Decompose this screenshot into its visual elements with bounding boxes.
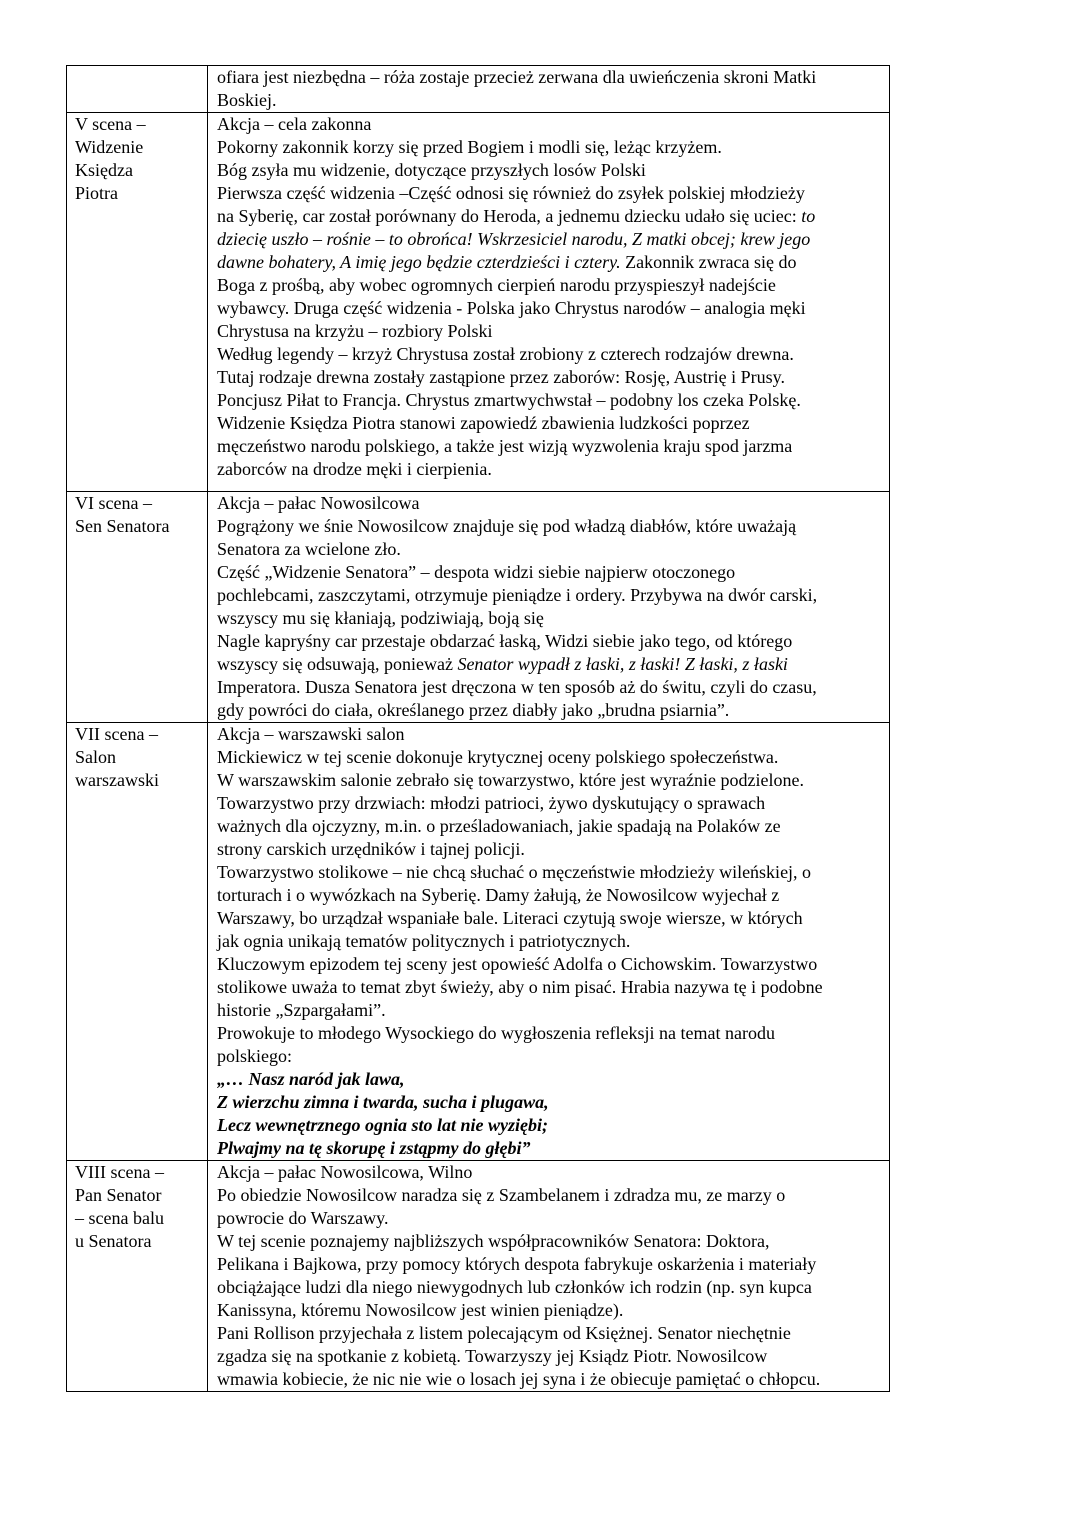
description-line (217, 676, 885, 699)
scene-title-line: VI scena – (75, 493, 152, 513)
scene-description-cell (208, 492, 890, 723)
text-segment: Pokorny zakonnik korzy się przed Bogiem i modli się, leżąc krzyżem. (217, 137, 722, 157)
text-segment: Imperatora. Dusza Senatora jest dręczona w ten sposób aż do świtu, czyli do czasu, (217, 677, 817, 697)
text-segment: Nagle kapryśny car przestaje obdarzać łaską, Widzi siebie jako tego, od którego (217, 631, 793, 651)
text-segment: wmawia kobiecie, że nic nie wie o losach jej syna i że obiecuje pamiętać o chłopcu. (217, 1369, 821, 1389)
scene-title-cell (67, 113, 208, 492)
description-line (217, 228, 885, 251)
scene-description-cell (208, 1161, 890, 1392)
description-line (217, 1184, 885, 1207)
text-segment: pochlebcami, zaszczytami, otrzymuje pieniądze i ordery. Przybywa na dwór carski, (217, 585, 818, 605)
description-line (217, 343, 885, 366)
text-segment: Pani Rollison przyjechała z listem polecającym od Księżnej. Senator niechętnie (217, 1323, 791, 1343)
scene-title-line: Sen Senatora (75, 516, 170, 536)
text-segment: Widzenie Księdza Piotra stanowi zapowiedź zbawienia ludzkości poprzez (217, 413, 750, 433)
description-line (217, 1345, 885, 1368)
description-line (217, 723, 885, 746)
text-segment: wybawcy. Druga część widzenia - Polska jako Chrystus narodów – analogia męki (217, 298, 806, 318)
description-line (217, 976, 885, 999)
scene-title-line: Księdza (75, 160, 133, 180)
scene-row (67, 1161, 890, 1392)
description-line (217, 297, 885, 320)
text-segment: Senator wypadł z łaski, z łaski! Z łaski, z łaski (457, 654, 788, 674)
description-line (217, 815, 885, 838)
scene-title-line: Piotra (75, 183, 118, 203)
description-line (217, 953, 885, 976)
scene-description-cell (208, 723, 890, 1161)
description-line (217, 630, 885, 653)
description-line (217, 930, 885, 953)
text-segment: Lecz wewnętrznego ognia sto lat nie wyziębi; (217, 1115, 548, 1135)
description-line (217, 1022, 885, 1045)
description-line (217, 1045, 885, 1068)
description-line (217, 561, 885, 584)
text-segment: stolikowe uważa to temat zbyt świeży, aby o nim pisać. Hrabia nazywa tę i podobne (217, 977, 823, 997)
description-line (217, 1091, 885, 1114)
scene-title-line: – scena balu (75, 1208, 164, 1228)
description-line (217, 907, 885, 930)
description-line (217, 1161, 885, 1184)
description-line (217, 205, 885, 228)
text-segment: W tej scenie poznajemy najbliższych współpracowników Senatora: Doktora, (217, 1231, 770, 1251)
scene-title-cell (67, 66, 208, 113)
text-segment: Akcja – warszawski salon (217, 724, 405, 744)
scene-title-line: warszawski (75, 770, 159, 790)
description-line (217, 746, 885, 769)
description-line (217, 607, 885, 630)
text-segment: dawne bohatery, A imię jego będzie czterdzieści i cztery. (217, 252, 621, 272)
text-segment: powrocie do Warszawy. (217, 1208, 389, 1228)
description-line (217, 515, 885, 538)
description-line (217, 838, 885, 861)
text-segment: ważnych dla ojczyzny, m.in. o prześladowaniach, jakie spadają na Polaków ze (217, 816, 781, 836)
description-line (217, 1068, 885, 1091)
scene-title-line: u Senatora (75, 1231, 152, 1251)
scene-row (67, 66, 890, 113)
text-segment: Tutaj rodzaje drewna zostały zastąpione przez zaborów: Rosję, Austrię i Prusy. (217, 367, 786, 387)
description-line (217, 1276, 885, 1299)
description-line (217, 1299, 885, 1322)
text-segment: Boskiej. (217, 90, 277, 110)
scene-title-cell (67, 492, 208, 723)
text-segment: obciążające ludzi dla niego niewygodnych lub członków ich rodzin (np. syn kupca (217, 1277, 812, 1297)
description-line (217, 1230, 885, 1253)
description-line (217, 584, 885, 607)
scene-title-line: Pan Senator (75, 1185, 162, 1205)
scene-description-cell (208, 113, 890, 492)
description-line (217, 251, 885, 274)
text-segment: jak ognia unikają tematów politycznych i patriotycznych. (217, 931, 631, 951)
text-segment: Kluczowym epizodem tej sceny jest opowieść Adolfa o Cichowskim. Towarzystwo (217, 954, 818, 974)
scene-row (67, 492, 890, 723)
text-segment: Pelikana i Bajkowa, przy pomocy których despota fabrykuje oskarżenia i materiały (217, 1254, 817, 1274)
description-line (217, 861, 885, 884)
text-segment: Plwajmy na tę skorupę i zstąpmy do głębi” (217, 1138, 531, 1158)
description-line (217, 320, 885, 343)
text-segment: „… Nasz naród jak lawa, (217, 1069, 405, 1089)
description-line (217, 412, 885, 435)
text-segment: W warszawskim salonie zebrało się towarzystwo, które jest wyraźnie podzielone. (217, 770, 804, 790)
scene-title-line: V scena – (75, 114, 146, 134)
text-segment: Prowokuje to młodego Wysockiego do wygłoszenia refleksji na temat narodu (217, 1023, 775, 1043)
description-line (217, 1322, 885, 1345)
description-line (217, 182, 885, 205)
text-segment: Pogrążony we śnie Nowosilcow znajduje się pod władzą diabłów, które uważają (217, 516, 797, 536)
scene-table-body (67, 66, 890, 1392)
text-segment: Senatora za wcielone zło. (217, 539, 401, 559)
scene-title-cell (67, 723, 208, 1161)
text-segment: na Syberię, car został porównany do Heroda, a jednemu dziecku udało się uciec: (217, 206, 802, 226)
scene-description-cell (208, 66, 890, 113)
description-line (217, 999, 885, 1022)
scene-table (66, 65, 890, 1392)
text-segment: Poncjusz Piłat to Francja. Chrystus zmartwychwstał – podobny los czeka Polskę. (217, 390, 801, 410)
text-segment: Towarzystwo przy drzwiach: młodzi patrioci, żywo dyskutujący o sprawach (217, 793, 766, 813)
text-segment: Towarzystwo stolikowe – nie chcą słuchać o męczeństwie młodzieży wileńskiej, o (217, 862, 812, 882)
description-line (217, 435, 885, 458)
scene-title-line: VII scena – (75, 724, 158, 744)
description-line (217, 89, 885, 112)
description-line (217, 1207, 885, 1230)
text-segment: wszyscy mu się kłaniają, podziwiają, boją się (217, 608, 544, 628)
description-line (217, 113, 885, 136)
description-line (217, 769, 885, 792)
text-segment: męczeństwo narodu polskiego, a także jest wizją wyzwolenia kraju spod jarzma (217, 436, 793, 456)
text-segment: Akcja – pałac Nowosilcowa (217, 493, 420, 513)
text-segment: Boga z prośbą, aby wobec ogromnych cierpień narodu przyspieszył nadejście (217, 275, 776, 295)
text-segment: Bóg zsyła mu widzenie, dotyczące przyszłych losów Polski (217, 160, 646, 180)
text-segment: torturach i o wywózkach na Syberię. Damy żałują, że Nowosilcow wyjechał z (217, 885, 780, 905)
description-line (217, 159, 885, 182)
description-line (217, 66, 885, 89)
description-line (217, 538, 885, 561)
description-line (217, 458, 885, 481)
text-segment: Po obiedzie Nowosilcow naradza się z Szambelanem i zdradza mu, ze marzy o (217, 1185, 786, 1205)
scene-row (67, 113, 890, 492)
scene-title-line: Salon (75, 747, 117, 767)
description-line (217, 1253, 885, 1276)
text-segment: Z wierzchu zimna i twarda, sucha i plugawa, (217, 1092, 549, 1112)
text-segment: Warszawy, bo urządzał wspaniałe bale. Literaci czytują swoje wiersze, w których (217, 908, 803, 928)
scene-title-cell (67, 1161, 208, 1392)
text-segment: gdy powróci do ciała, określanego przez diabły jako „brudna psiarnia”. (217, 700, 730, 720)
text-segment: Kanissyna, któremu Nowosilcow jest winien pieniądze). (217, 1300, 624, 1320)
description-line (217, 492, 885, 515)
text-segment: Pierwsza część widzenia –Część odnosi się również do zsyłek polskiej młodzieży (217, 183, 805, 203)
text-segment: Zakonnik zwraca się do (620, 252, 797, 272)
description-line (217, 389, 885, 412)
description-line (217, 1137, 885, 1160)
text-segment: zgadza się na spotkanie z kobietą. Towarzyszy jej Ksiądz Piotr. Nowosilcow (217, 1346, 768, 1366)
description-line (217, 884, 885, 907)
description-line (217, 653, 885, 676)
text-segment: strony carskich urzędników i tajnej policji. (217, 839, 525, 859)
description-line (217, 136, 885, 159)
description-line (217, 366, 885, 389)
scene-title-line: Widzenie (75, 137, 144, 157)
document-page (66, 65, 890, 1392)
text-segment: Akcja – cela zakonna (217, 114, 372, 134)
text-segment: zaborców na drodze męki i cierpienia. (217, 459, 492, 479)
description-line (217, 792, 885, 815)
scene-row (67, 723, 890, 1161)
text-segment: Część „Widzenie Senatora” – despota widzi siebie najpierw otoczonego (217, 562, 736, 582)
text-segment: Chrystusa na krzyżu – rozbiory Polski (217, 321, 493, 341)
text-segment: dziecię uszło – rośnie – to obrońca! Wskrzesiciel narodu, Z matki obcej; krew jego (217, 229, 811, 249)
text-segment: polskiego: (217, 1046, 292, 1066)
text-segment: Według legendy – krzyż Chrystusa został zrobiony z czterech rodzajów drewna. (217, 344, 794, 364)
text-segment: Mickiewicz w tej scenie dokonuje krytycznej oceny polskiego społeczeństwa. (217, 747, 779, 767)
description-line (217, 274, 885, 297)
text-segment: to (801, 206, 816, 226)
scene-title-line: VIII scena – (75, 1162, 164, 1182)
text-segment: historie „Szpargałami”. (217, 1000, 386, 1020)
description-line (217, 1114, 885, 1137)
text-segment: Akcja – pałac Nowosilcowa, Wilno (217, 1162, 473, 1182)
description-line (217, 1368, 885, 1391)
text-segment: ofiara jest niezbędna – róża zostaje przecież zerwana dla uwieńczenia skroni Matki (217, 67, 817, 87)
text-segment: wszyscy się odsuwają, ponieważ (217, 654, 458, 674)
description-line (217, 699, 885, 722)
